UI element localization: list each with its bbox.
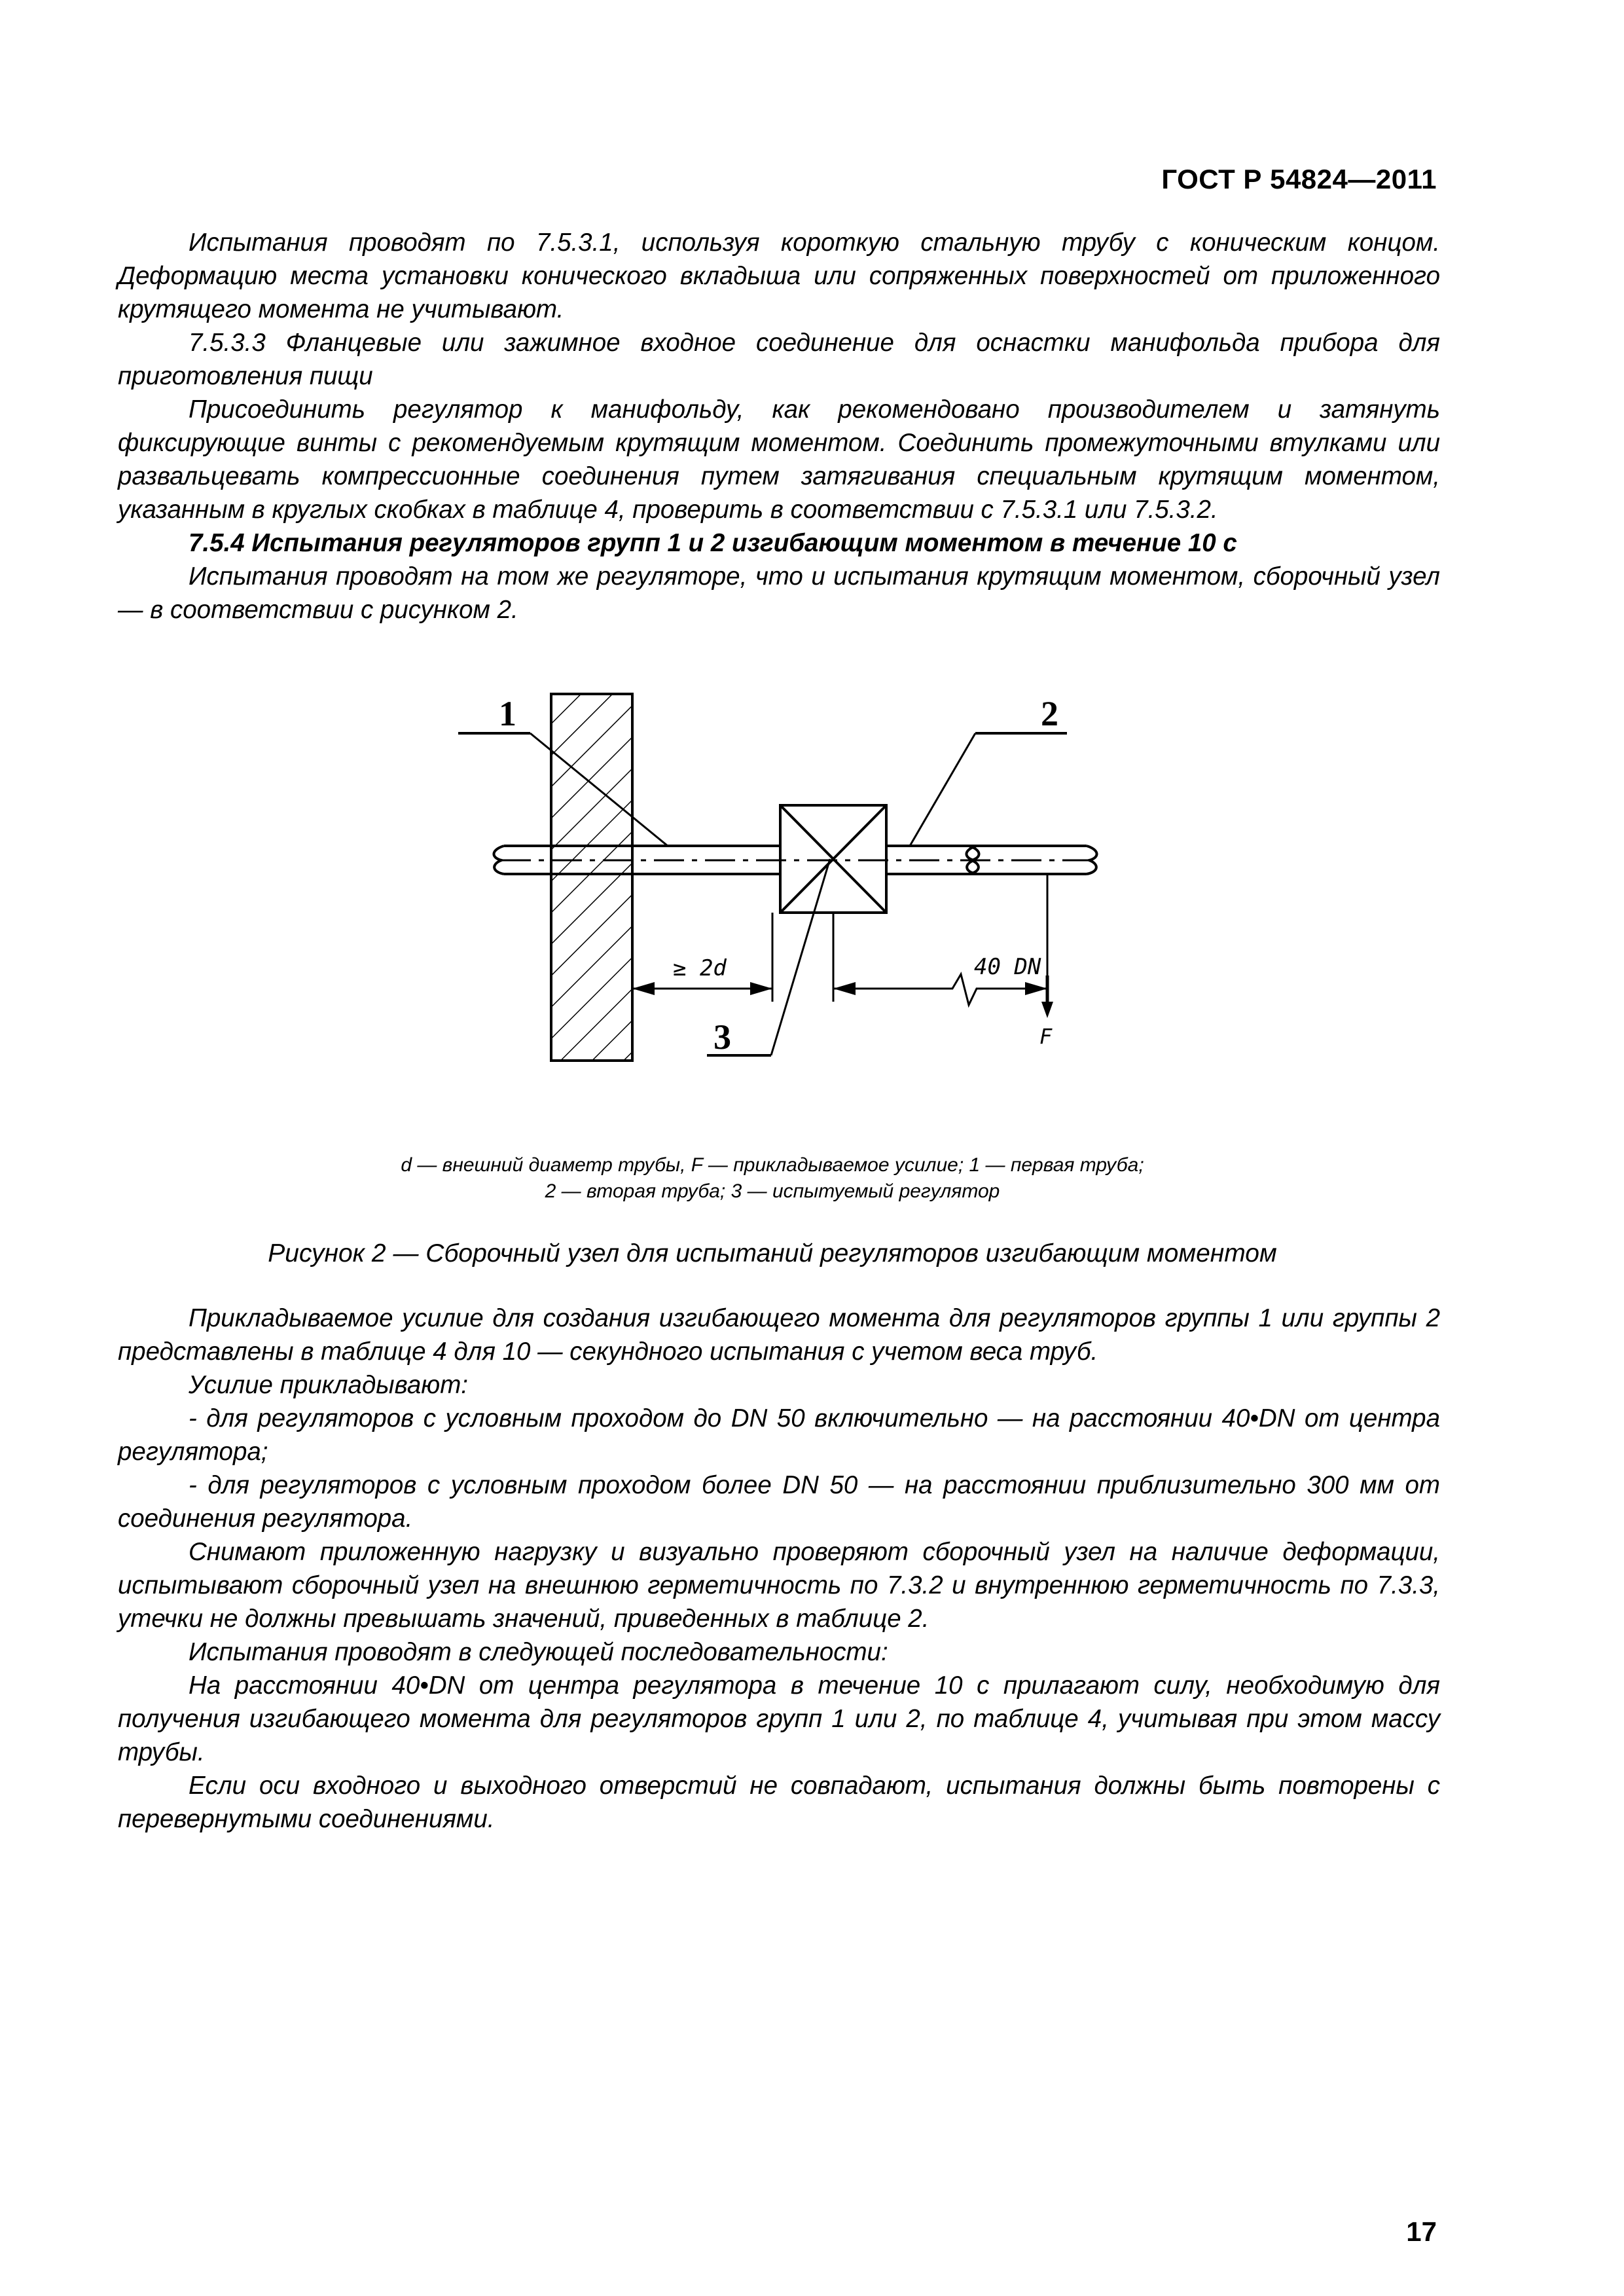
paragraph: Присоединить регулятор к манифольду, как рекомендовано производителем и затянуть фиксирующие винты с рекомендуемым крутящим моментом. Соединить промежуточными втулками или развальцевать компрессионные соединения путем затягивания специальным крутящим моментом, указанным в круглых скобках в таблице 4, проверить в соответствии с 7.5.3.1 или 7.5.3.2.	[118, 395, 1440, 524]
dim-40dn: 40 DN	[974, 954, 1041, 980]
figure-title: Рисунок 2 — Сборочный узел для испытаний регуляторов изгибающим моментом	[268, 1239, 1277, 1267]
label-1: 1	[499, 694, 516, 733]
paragraph: Испытания проводят в следующей последовательности:	[189, 1638, 888, 1666]
legend-line-2: 2 — вторая труба; 3 — испытуемый регулятор	[545, 1180, 1000, 1202]
paragraph: Испытания проводят по 7.5.3.1, используя короткую стальную трубу с коническим концом. Деформацию места установки конического вкладыша или сопряженных поверхностей от приложенного крутящего момента не учитывают.	[118, 228, 1440, 323]
dim-2d: ≥ 2d	[673, 955, 727, 981]
text-block-top	[118, 226, 1440, 627]
paragraph: - для регуляторов с условным проходом более DN 50 — на расстоянии приблизительно 300 мм от соединения регулятора.	[118, 1471, 1440, 1533]
figure-legend	[262, 1152, 1283, 1205]
page-number: 17	[1406, 2216, 1437, 2247]
paragraph: 7.5.3.3 Фланцевые или зажимное входное соединение для оснастки манифольда прибора для приготовления пищи	[118, 329, 1440, 390]
text-block-bottom	[118, 1302, 1440, 1836]
paragraph: Прикладываемое усилие для создания изгибающего момента для регуляторов группы 1 или группы 2 представлены в таблице 4 для 10 — секундного испытания с учетом веса труб.	[118, 1304, 1440, 1366]
paragraph: Испытания проводят на том же регуляторе, что и испытания крутящим моментом, сборочный узел — в соответствии с рисунком 2.	[118, 562, 1440, 624]
paragraph: На расстоянии 40•DN от центра регулятора в течение 10 с прилагают силу, необходимую для получения изгибающего момента для регуляторов групп 1 или 2, по таблице 4, учитывая при этом массу трубы.	[118, 1671, 1440, 1766]
standard-header: ГОСТ Р 54824—2011	[1161, 164, 1437, 194]
paragraph: Снимают приложенную нагрузку и визуально проверяют сборочный узел на наличие деформации, испытывают сборочный узел на внешнюю герметичность по 7.3.2 и внутреннюю герметичность по 7.3.3, утечки не должны превышать значений, приведенных в таблице 2.	[118, 1538, 1440, 1633]
section-heading: 7.5.4 Испытания регуляторов групп 1 и 2 изгибающим моментом в течение 10 с	[189, 529, 1237, 557]
paragraph: Если оси входного и выходного отверстий не совпадают, испытания должны быть повторены с перевернутыми соединениями.	[118, 1772, 1440, 1833]
paragraph: - для регуляторов с условным проходом до DN 50 включительно — на расстоянии 40•DN от центра регулятора;	[118, 1404, 1440, 1466]
legend-line-1: d — внешний диаметр трубы, F — прикладываемое усилие; 1 — первая труба;	[401, 1154, 1144, 1176]
wall-hatched	[551, 694, 632, 1061]
label-3: 3	[713, 1017, 731, 1057]
label-2: 2	[1041, 694, 1058, 733]
force-label: F	[1039, 1024, 1053, 1049]
paragraph: Усилие прикладывают:	[189, 1371, 468, 1399]
assembly-diagram	[380, 674, 1165, 1133]
